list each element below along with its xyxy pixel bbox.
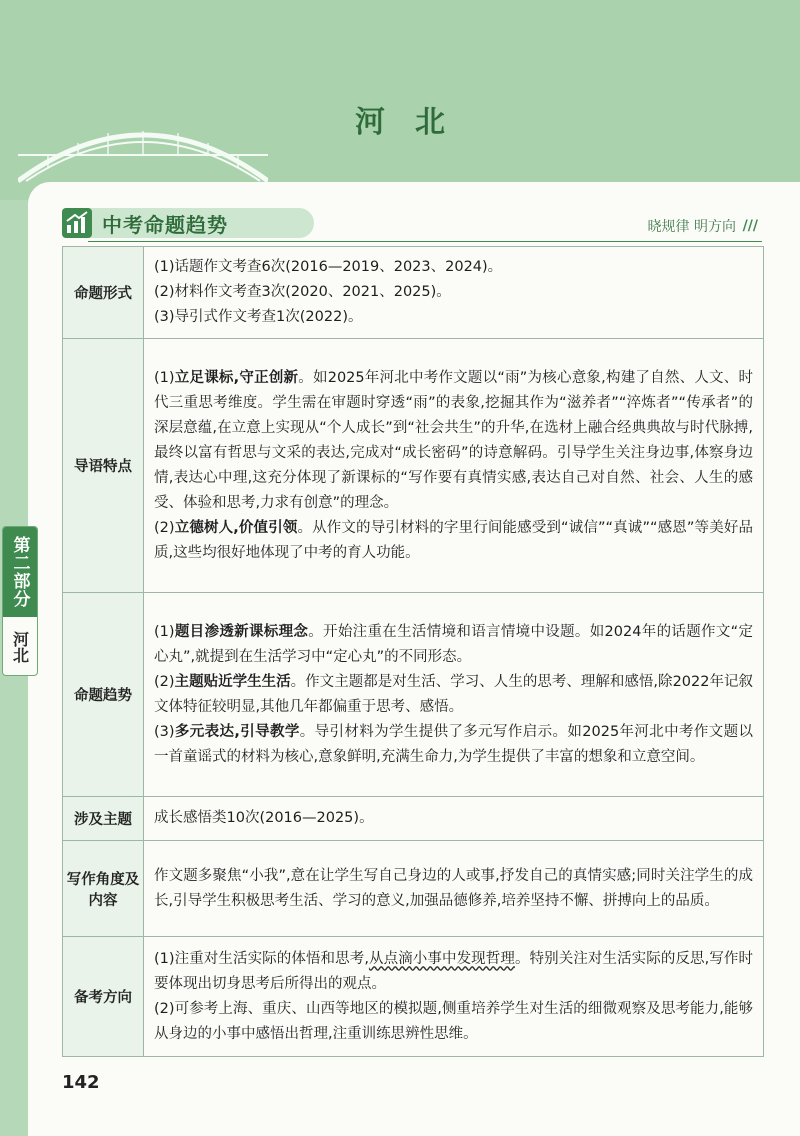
table-row [63, 797, 764, 841]
list-item: (2)立德树人,价值引领。从作文的导引材料的字里行间能感受到“诚信”“真诚”“感恩”等美好品质,这些均很好地体现了中考的育人功能。 [154, 519, 753, 561]
list-item: 作文题多聚焦“小我”,意在让学生写自己身边的人或事,抒发自己的真情实感;同时关注学生的成长,引导学生积极思考生活、学习的意义,加强品德修养,培养坚持不懈、拼搏向上的品质。 [154, 867, 753, 909]
list-item: (1)立足课标,守正创新。如2025年河北中考作文题以“雨”为核心意象,构建了自然、人文、时代三重思考维度。学生需在审题时穿透“雨”的表象,挖掘其作为“滋养者”“淬炼者”“传承者”的深层意蕴,在立意上实现从“个人成长”到“社会共生”的升华,在选材上融合经典典故与时代脉搏,最终以富有哲思与文采的表达,完成对“成长密码”的诗意解码。引导学生关注身边事,体察身边情,表达心中理,这充分体现了新课标的“写作要有真情实感,表达自己对自然、社会、人生的感受、体验和思考,力求有创意”的理念。 [154, 369, 753, 511]
section-divider [88, 241, 762, 242]
row-label: 备考方向 [63, 937, 144, 1057]
section-slogan: 晓规律 明方向 [647, 219, 736, 235]
row-content [144, 841, 764, 937]
list-item: (3)多元表达,引导教学。导引材料为学生提供了多元写作启示。如2025年河北中考作文题以一首童谣式的材料为核心,意象鲜明,充满生命力,为学生提供了丰富的想象和立意空间。 [154, 723, 753, 765]
region-title: 河北 [355, 105, 475, 140]
section-title: 中考命题趋势 [102, 213, 228, 237]
list-item: (2)可参考上海、重庆、山西等地区的模拟题,侧重培养学生对生活的细微观察及思考能力,能够从身边的小事中感悟出哲理,注重训练思辨性思维。 [154, 1000, 753, 1042]
table-row [63, 937, 764, 1057]
list-item: (1)注重对生活实际的体悟和思考,从点滴小事中发现哲理。特别关注对生活实际的反思,写作时要体现出切身思考后所得出的观点。 [154, 950, 754, 992]
chart-trend-icon [62, 208, 92, 238]
table-row [63, 339, 764, 593]
list-item: (2)主题贴近学生生活。作文主题都是对生活、学习、人生的思考、理解和感悟,除2022年记叙文体特征较明显,其他几年都偏重于思考、感悟。 [154, 673, 754, 715]
row-label: 导语特点 [63, 339, 144, 593]
table-row [63, 841, 764, 937]
row-label: 写作角度及内容 [63, 841, 144, 937]
side-tab-region: 河北 [10, 631, 30, 663]
list-item: (3)导引式作文考查1次(2022)。 [154, 309, 363, 325]
row-label: 涉及主题 [63, 797, 144, 841]
list-item: (1)话题作文考查6次(2016—2019、2023、2024)。 [154, 259, 503, 275]
list-item: 成长感悟类10次(2016—2025)。 [154, 810, 374, 826]
side-tab-part: 第二部分 [3, 527, 37, 617]
row-content [144, 339, 764, 593]
table-row [63, 247, 764, 339]
trend-table [62, 246, 764, 1057]
row-content [144, 797, 764, 841]
table-row [63, 593, 764, 797]
row-content [144, 593, 764, 797]
slogan-tick-marks: /// [742, 218, 758, 234]
row-content [144, 247, 764, 339]
row-content [144, 937, 764, 1057]
side-tab [2, 526, 38, 676]
page-number: 142 [62, 1072, 100, 1093]
list-item: (1)题目渗透新课标理念。开始注重在生活情境和语言情境中设题。如2024年的话题作文“定心丸”,就提到在生活学习中“定心丸”的不同形态。 [154, 623, 753, 665]
list-item: (2)材料作文考查3次(2020、2021、2025)。 [154, 284, 451, 300]
wavy-underline: 从点滴小事中发现哲理 [368, 950, 515, 967]
row-label: 命题趋势 [63, 593, 144, 797]
row-label: 命题形式 [63, 247, 144, 339]
section-header [62, 206, 762, 242]
